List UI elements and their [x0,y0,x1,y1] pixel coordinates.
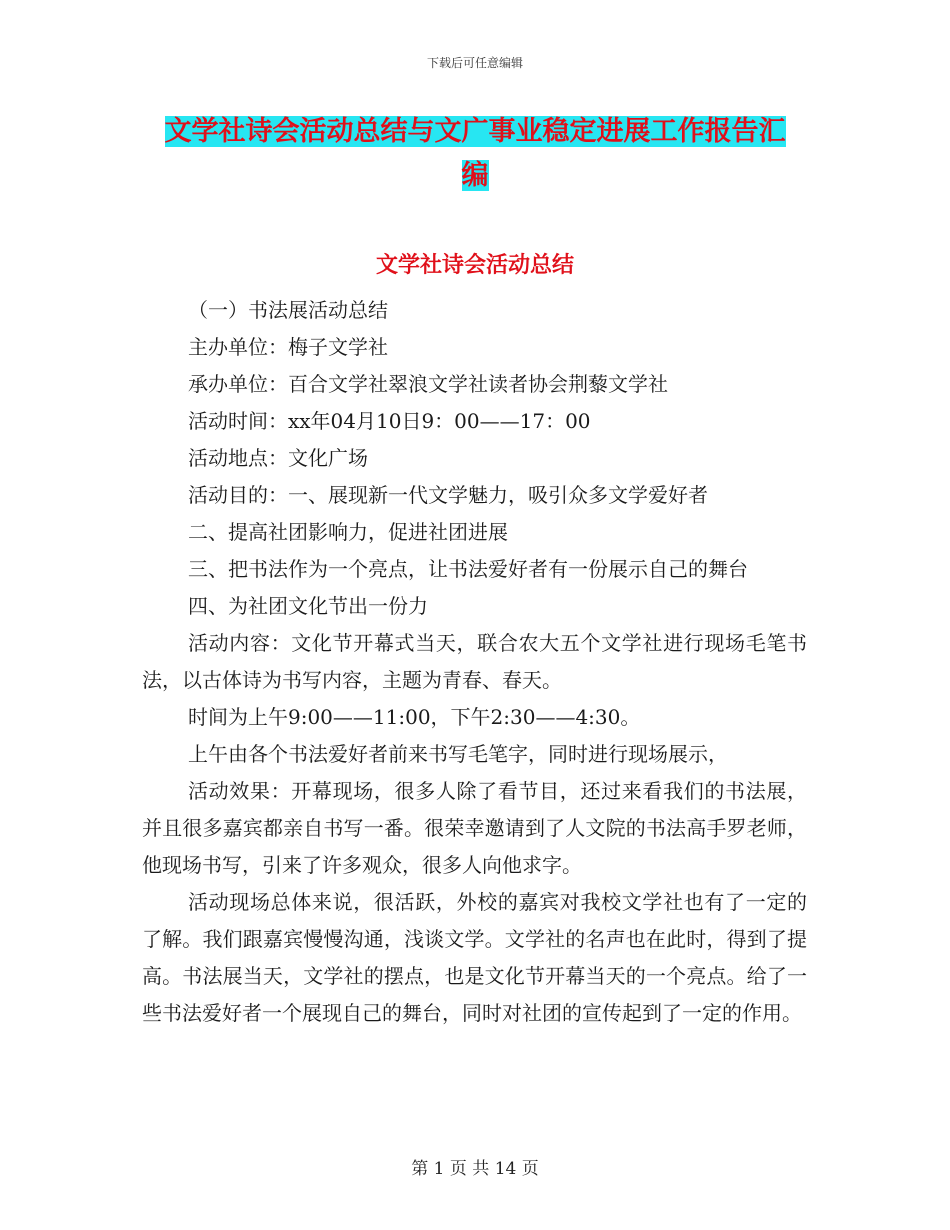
section-title: 文学社诗会活动总结 [375,252,574,278]
paragraph: 承办单位：百合文学社翠浪文学社读者协会荆藜文学社 [188,372,668,396]
paragraph: 四、为社团文化节出一份力 [188,594,428,618]
paragraph: 二、提高社团影响力，促进社团进展 [188,520,508,544]
paragraph: 活动目的：一、展现新一代文学魅力，吸引众多文学爱好者 [188,483,708,507]
document-title-line-2: 编 [461,160,489,191]
page-footer: 第 1 页 共 14 页 [411,1159,539,1179]
paragraph: 活动效果：开幕现场，很多人除了看节目，还过来看我们的书法展，并且很多嘉宾都亲自书写一番。很荣幸邀请到了人文院的书法高手罗老师，他现场书写，引来了许多观众，很多人向他求字。 [142,779,807,877]
paragraph: （一）书法展活动总结 [188,298,388,322]
paragraph: 活动内容：文化节开幕式当天，联合农大五个文学社进行现场毛笔书法，以古体诗为书写内容，主题为青春、春天。 [142,631,807,692]
document-title-line-1: 文学社诗会活动总结与文广事业稳定进展工作报告汇 [164,116,786,147]
paragraph: 主办单位：梅子文学社 [188,335,388,359]
document-title [140,110,810,198]
paragraph: 时间为上午9:00——11:00，下午2:30——4:30。 [188,705,641,729]
paragraph: 三、把书法作为一个亮点，让书法爱好者有一份展示自己的舞台 [188,557,748,581]
paragraph: 活动地点：文化广场 [188,446,368,470]
document-body [142,292,807,1032]
paragraph: 活动时间：xx年04月10日9：00——17：00 [188,409,591,433]
paragraph: 上午由各个书法爱好者前来书写毛笔字，同时进行现场展示， [188,742,728,766]
paragraph: 活动现场总体来说，很活跃，外校的嘉宾对我校文学社也有了一定的了解。我们跟嘉宾慢慢沟通，浅谈文学。文学社的名声也在此时，得到了提高。书法展当天，文学社的摆点，也是文化节开幕当天的一个亮点。给了一些书法爱好者一个展现自己的舞台，同时对社团的宣传起到了一定的作用。 [142,890,807,1025]
header-note: 下载后可任意编辑 [426,56,523,70]
